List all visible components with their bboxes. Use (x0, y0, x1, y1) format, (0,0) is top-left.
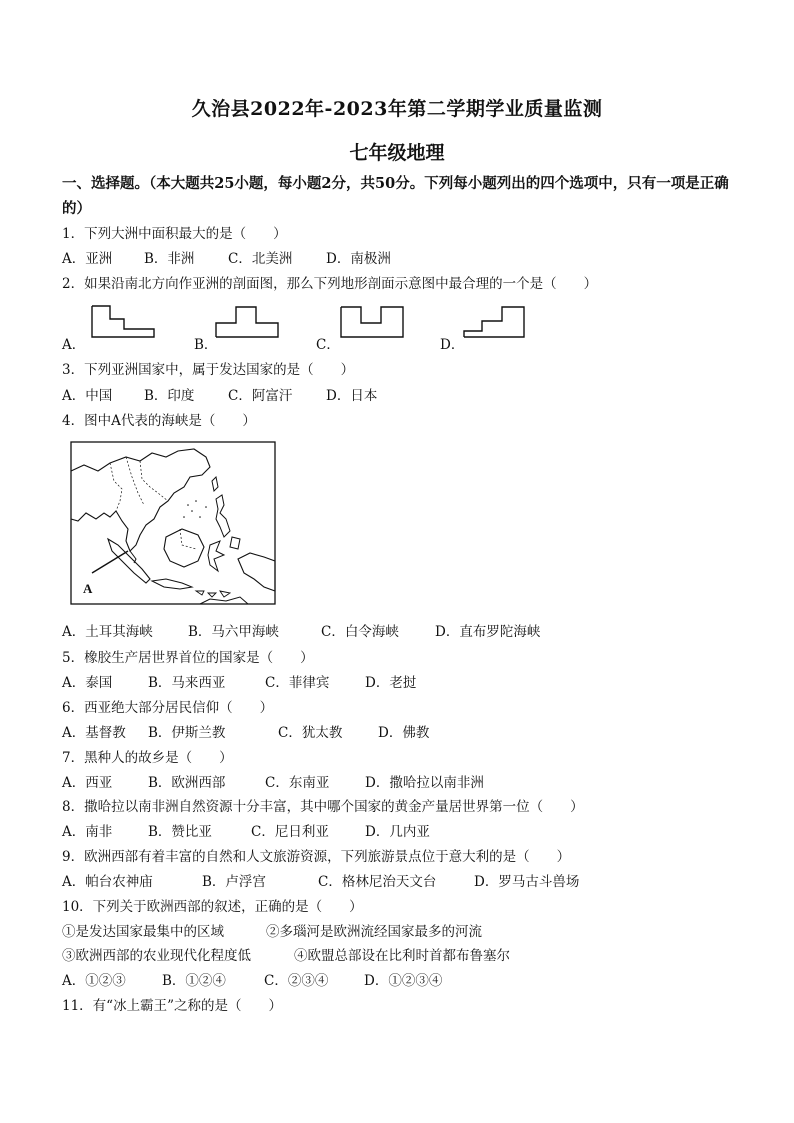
option-d[interactable]: D．南极洲 (326, 251, 391, 267)
exam-title: 久治县2022年-2023年第二学期学业质量监测 (191, 98, 603, 120)
profile-diagram-b (214, 305, 280, 339)
question-9-stem: 9．欧洲西部有着丰富的自然和人文旅游资源，下列旅游景点位于意大利的是（ ） (62, 849, 571, 865)
map-label-a: A (83, 581, 93, 596)
question-6-options (62, 723, 429, 743)
question-2-stem: 2．如果沿南北方向作亚洲的剖面图，那么下列地形剖面示意图中最合理的一个是（ ） (62, 276, 598, 292)
statement-4: ④欧盟总部设在比利时首都布鲁塞尔 (294, 948, 510, 964)
option-b[interactable]: B．赞比亚 (148, 824, 212, 840)
option-a[interactable]: A．西亚 (62, 775, 113, 791)
option-a[interactable]: A．南非 (62, 824, 113, 840)
question-5-options (62, 673, 416, 693)
option-a[interactable]: A．土耳其海峡 (62, 624, 153, 640)
option-b[interactable]: B．伊斯兰教 (148, 725, 226, 741)
option-a[interactable]: A．①②③ (62, 973, 126, 989)
statement-1: ①是发达国家最集中的区域 (62, 924, 224, 940)
question-9-options (62, 872, 579, 892)
question-10-options (62, 971, 442, 991)
option-a[interactable]: A． (62, 337, 86, 353)
option-a[interactable]: A．亚洲 (62, 251, 113, 267)
option-b[interactable]: B．非洲 (144, 251, 195, 267)
question-8-stem: 8．撒哈拉以南非洲自然资源十分丰富，其中哪个国家的黄金产量居世界第一位（ ） (62, 799, 584, 815)
question-10-statements-row1 (62, 922, 482, 942)
profile-diagram-a (90, 305, 156, 339)
option-d[interactable]: D．撒哈拉以南非洲 (365, 775, 484, 791)
option-c[interactable]: C．菲律宾 (265, 675, 330, 691)
question-3-stem: 3．下列亚洲国家中，属于发达国家的是（ ） (62, 362, 355, 378)
question-11-stem: 11．有“冰上霸王”之称的是（ ） (62, 998, 282, 1014)
exam-subtitle: 七年级地理 (349, 142, 445, 164)
option-a[interactable]: A．泰国 (62, 675, 113, 691)
option-b[interactable]: B．印度 (144, 388, 195, 404)
option-c[interactable]: C．②③④ (264, 973, 329, 989)
option-d[interactable]: D．罗马古斗兽场 (474, 874, 580, 890)
question-8-options (62, 822, 430, 842)
option-c[interactable]: C．东南亚 (265, 775, 330, 791)
option-c[interactable]: C． (316, 337, 340, 353)
question-4-stem: 4．图中A代表的海峡是（ ） (62, 413, 256, 429)
option-c[interactable]: C．格林尼治天文台 (318, 874, 437, 890)
statement-3: ③欧洲西部的农业现代化程度低 (62, 948, 251, 964)
option-a[interactable]: A．帕台农神庙 (62, 874, 153, 890)
option-d[interactable]: D．直布罗陀海峡 (435, 624, 541, 640)
question-6-stem: 6．西亚绝大部分居民信仰（ ） (62, 700, 274, 716)
statement-2: ②多瑙河是欧洲流经国家最多的河流 (266, 924, 482, 940)
option-b[interactable]: B． (194, 337, 218, 353)
option-b[interactable]: B．马六甲海峡 (188, 624, 279, 640)
option-d[interactable]: D． (440, 337, 465, 353)
question-4-options (62, 622, 540, 642)
profile-diagram-c (339, 305, 405, 339)
option-a[interactable]: A．中国 (62, 388, 113, 404)
option-b[interactable]: B．①②④ (162, 973, 226, 989)
southeast-asia-map (70, 441, 276, 605)
question-5-stem: 5．橡胶生产居世界首位的国家是（ ） (62, 650, 314, 666)
option-b[interactable]: B．卢浮宫 (202, 874, 266, 890)
question-7-stem: 7．黑种人的故乡是（ ） (62, 750, 233, 766)
option-c[interactable]: C．北美洲 (228, 251, 293, 267)
question-3-options (62, 386, 377, 406)
option-c[interactable]: C．尼日利亚 (251, 824, 329, 840)
option-b[interactable]: B．欧洲西部 (148, 775, 226, 791)
question-1-stem: 1．下列大洲中面积最大的是（ ） (62, 226, 287, 242)
question-10-statements-row2 (62, 946, 510, 966)
option-c[interactable]: C．犹太教 (278, 725, 343, 741)
question-7-options (62, 773, 484, 793)
option-a[interactable]: A．基督教 (62, 725, 126, 741)
question-1-options (62, 249, 391, 269)
section-heading: 一、选择题。（本大题共25小题，每小题2分，共50分。下列每小题列出的四个选项中，只有一项是正确的） (62, 175, 729, 217)
question-10-stem: 10．下列关于欧洲西部的叙述，正确的是（ ） (62, 899, 363, 915)
option-c[interactable]: C．阿富汗 (228, 388, 293, 404)
option-b[interactable]: B．马来西亚 (148, 675, 226, 691)
option-d[interactable]: D．日本 (326, 388, 378, 404)
option-d[interactable]: D．①②③④ (364, 973, 443, 989)
option-c[interactable]: C．白令海峡 (321, 624, 399, 640)
option-d[interactable]: D．几内亚 (365, 824, 430, 840)
option-d[interactable]: D．老挝 (365, 675, 417, 691)
profile-diagram-d (462, 305, 528, 339)
option-d[interactable]: D．佛教 (378, 725, 430, 741)
